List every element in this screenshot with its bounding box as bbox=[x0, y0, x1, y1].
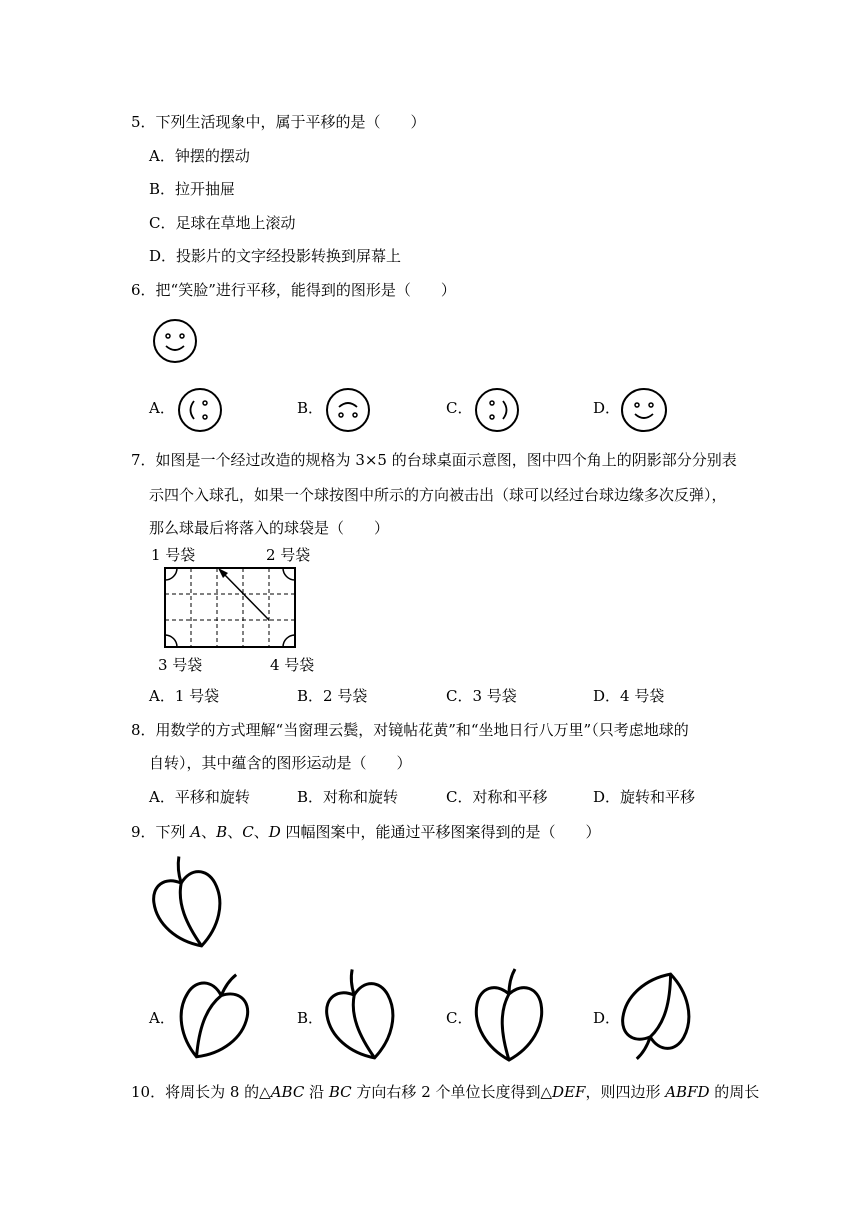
q9-stem-post: 四幅图案中，能通过平移图案得到的是（ ） bbox=[280, 823, 601, 841]
q7-option-d: D．4 号袋 bbox=[593, 687, 665, 705]
leaf-option-b-icon bbox=[320, 966, 402, 1066]
pocket-label-4: 4 号袋 bbox=[270, 656, 315, 674]
pocket-label-1: 1 号袋 bbox=[151, 546, 196, 564]
q9-var-c: C bbox=[242, 823, 254, 841]
leaf-option-d-icon bbox=[616, 966, 698, 1066]
q5-option-d: D．投影片的文字经投影转换到屏幕上 bbox=[149, 247, 402, 265]
q7-option-b: B．2 号袋 bbox=[297, 687, 368, 705]
q8-stem-line-1: 8．用数学的方式理解“当窗理云鬓，对镜帖花黄”和“坐地日行八万里”（只考虑地球的 bbox=[131, 721, 689, 739]
q9-sep-3: 、 bbox=[253, 823, 269, 841]
q9-option-c-label: C． bbox=[446, 1009, 473, 1027]
q5-stem: 5．下列生活现象中，属于平移的是（ ） bbox=[131, 113, 426, 131]
q10-part-2: 沿 bbox=[304, 1083, 329, 1101]
q7-stem-line-3: 那么球最后将落入的球袋是（ ） bbox=[149, 519, 390, 537]
q9-stem-pre: 9．下列 bbox=[131, 823, 191, 841]
q9-option-a-label: A． bbox=[149, 1009, 175, 1027]
q5-option-a: A．钟摆的摆动 bbox=[149, 147, 250, 165]
q7-option-c: C．3 号袋 bbox=[446, 687, 517, 705]
q10-part-1: 10．将周长为 8 的△ bbox=[131, 1083, 271, 1101]
q10-var-bc: BC bbox=[328, 1083, 352, 1101]
q5-option-c: C．足球在草地上滚动 bbox=[149, 214, 296, 232]
q10-var-def: DEF bbox=[552, 1083, 586, 1101]
pocket-label-2: 2 号袋 bbox=[266, 546, 311, 564]
billiard-table-figure bbox=[148, 543, 324, 677]
billiard-table-diagram bbox=[148, 543, 324, 677]
smiley-face-icon bbox=[151, 317, 199, 365]
smiley-option-d-icon bbox=[619, 386, 669, 434]
smiley-option-c-icon bbox=[473, 386, 521, 434]
q6-option-b-label: B． bbox=[297, 399, 324, 417]
smiley-option-a-icon bbox=[176, 386, 224, 434]
q6-option-c-label: C． bbox=[446, 399, 473, 417]
q10-part-4: ，则四边形 bbox=[585, 1083, 666, 1101]
q10-var-abc: ABC bbox=[270, 1083, 305, 1101]
q9-var-b: B bbox=[216, 823, 228, 841]
q10-part-5: 的周长 bbox=[709, 1083, 760, 1101]
q8-option-d: D．旋转和平移 bbox=[593, 788, 696, 806]
q8-stem-line-2: 自转），其中蕴含的图形运动是（ ） bbox=[149, 754, 412, 772]
q9-var-a: A bbox=[190, 823, 202, 841]
q9-var-d: D bbox=[268, 823, 281, 841]
q5-option-b: B．拉开抽屉 bbox=[149, 180, 236, 198]
q8-option-a: A．平移和旋转 bbox=[149, 788, 250, 806]
q9-stem bbox=[131, 822, 601, 842]
q10-part-3: 方向右移 2 个单位长度得到△ bbox=[351, 1083, 553, 1101]
q8-option-b: B．对称和旋转 bbox=[297, 788, 399, 806]
q6-option-d-label: D． bbox=[593, 399, 621, 417]
q8-option-c: C．对称和平移 bbox=[446, 788, 548, 806]
leaf-option-a-icon bbox=[172, 966, 254, 1066]
q7-option-a: A．1 号袋 bbox=[149, 687, 220, 705]
q9-option-d-label: D． bbox=[593, 1009, 621, 1027]
smiley-option-b-icon bbox=[324, 386, 372, 434]
leaf-option-c-icon bbox=[468, 966, 550, 1066]
q10-var-abfd: ABFD bbox=[665, 1083, 710, 1101]
pocket-label-3: 3 号袋 bbox=[158, 656, 203, 674]
q7-stem-line-1: 7．如图是一个经过改造的规格为 3×5 的台球桌面示意图，图中四个角上的阴影部分分别表 bbox=[131, 451, 737, 469]
q6-option-a-label: A． bbox=[149, 399, 175, 417]
q10-stem bbox=[131, 1082, 759, 1102]
q9-option-b-label: B． bbox=[297, 1009, 324, 1027]
q9-sep-2: 、 bbox=[227, 823, 243, 841]
q7-stem-line-2: 示四个入球孔，如果一个球按图中所示的方向被击出（球可以经过台球边缘多次反弹）， bbox=[149, 486, 727, 504]
leaf-original-icon bbox=[148, 852, 228, 956]
q6-stem: 6．把“笑脸”进行平移，能得到的图形是（ ） bbox=[131, 281, 456, 299]
q9-sep-1: 、 bbox=[201, 823, 217, 841]
